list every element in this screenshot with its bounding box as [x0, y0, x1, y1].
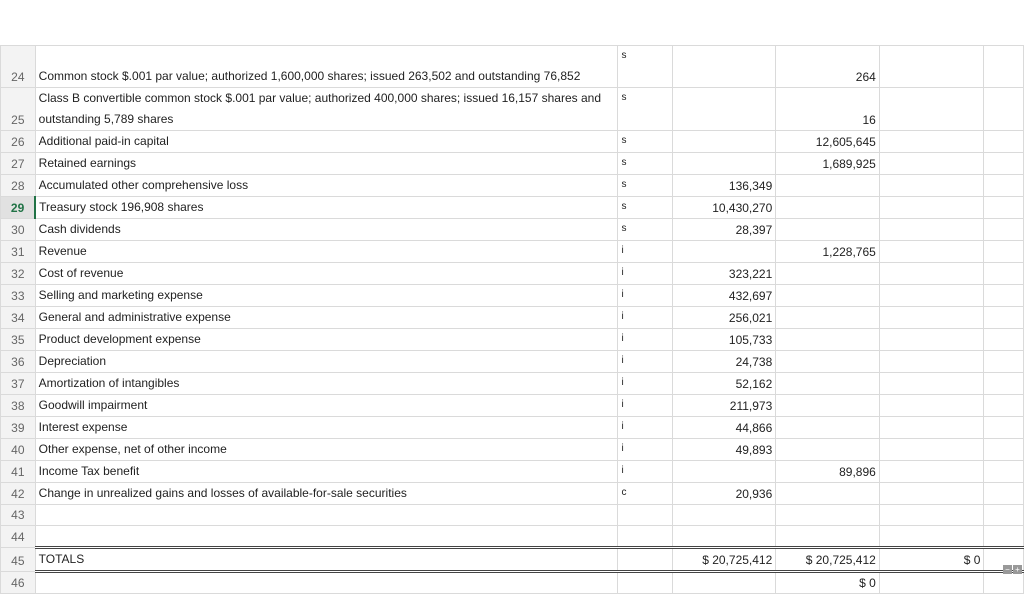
cell-credit[interactable]: [776, 351, 880, 373]
row-header[interactable]: 26: [1, 131, 36, 153]
cell-debit[interactable]: [672, 526, 776, 548]
cell-type[interactable]: [618, 572, 672, 594]
cell-credit[interactable]: 1,228,765: [776, 241, 880, 263]
cell-debit[interactable]: [672, 241, 776, 263]
cell-difference[interactable]: [879, 351, 984, 373]
cell-credit[interactable]: [776, 175, 880, 197]
cell-type[interactable]: i: [618, 351, 672, 373]
cell-difference[interactable]: [879, 572, 984, 594]
table-row: [1, 307, 1024, 329]
cell-credit[interactable]: 1,689,925: [776, 153, 880, 175]
cell-empty[interactable]: [984, 307, 1024, 329]
cell-type[interactable]: i: [618, 307, 672, 329]
row-header[interactable]: 46: [1, 572, 36, 594]
cell-empty[interactable]: [984, 373, 1024, 395]
cell-difference[interactable]: [879, 46, 984, 88]
cell-difference[interactable]: [879, 461, 984, 483]
row-header[interactable]: 27: [1, 153, 36, 175]
cell-debit[interactable]: 49,893: [672, 439, 776, 461]
cell-debit[interactable]: [672, 46, 776, 88]
zoom-controls: [1003, 565, 1022, 574]
cell-empty[interactable]: [984, 175, 1024, 197]
row-header[interactable]: 37: [1, 373, 36, 395]
cell-description[interactable]: Class B convertible common stock $.001 par value; authorized 400,000 shares; issued 16,157 shares and outstanding 5,789 shares: [35, 88, 618, 131]
cell-type[interactable]: i: [618, 285, 672, 307]
row-header[interactable]: 42: [1, 483, 36, 505]
cell-difference[interactable]: [879, 395, 984, 417]
cell-debit[interactable]: 256,021: [672, 307, 776, 329]
cell-difference[interactable]: [879, 88, 984, 131]
cell-empty[interactable]: [984, 88, 1024, 131]
table-row: [1, 505, 1024, 526]
row-header[interactable]: 29: [1, 197, 36, 219]
cell-description[interactable]: [35, 505, 618, 526]
cell-description[interactable]: Other expense, net of other income: [35, 439, 618, 461]
cell-difference[interactable]: [879, 219, 984, 241]
cell-description[interactable]: Selling and marketing expense: [35, 285, 618, 307]
table-row: [1, 46, 1024, 88]
cell-type[interactable]: s: [618, 175, 672, 197]
cell-debit[interactable]: 28,397: [672, 219, 776, 241]
zoom-in-button[interactable]: +: [1013, 565, 1022, 574]
cell-empty[interactable]: [984, 351, 1024, 373]
row-header[interactable]: 43: [1, 505, 36, 526]
row-header[interactable]: 24: [1, 46, 36, 88]
cell-difference[interactable]: [879, 439, 984, 461]
cell-type[interactable]: i: [618, 417, 672, 439]
cell-type[interactable]: s: [618, 219, 672, 241]
cell-empty[interactable]: [984, 417, 1024, 439]
cell-empty[interactable]: [984, 395, 1024, 417]
cell-description[interactable]: Goodwill impairment: [35, 395, 618, 417]
row-header[interactable]: 35: [1, 329, 36, 351]
table-row: [1, 439, 1024, 461]
cell-credit[interactable]: $ 20,725,412: [776, 548, 880, 572]
table-row: [1, 572, 1024, 594]
row-header[interactable]: 31: [1, 241, 36, 263]
cell-difference[interactable]: [879, 307, 984, 329]
cell-description[interactable]: Accumulated other comprehensive loss: [35, 175, 618, 197]
cell-debit[interactable]: 52,162: [672, 373, 776, 395]
cell-credit[interactable]: 264: [776, 46, 880, 88]
cell-difference[interactable]: [879, 153, 984, 175]
cell-difference[interactable]: $ 0: [879, 548, 984, 572]
cell-empty[interactable]: [984, 329, 1024, 351]
cell-debit[interactable]: 432,697: [672, 285, 776, 307]
table-row: [1, 483, 1024, 505]
cell-credit[interactable]: $ 0: [776, 572, 880, 594]
cell-description[interactable]: Retained earnings: [35, 153, 618, 175]
cell-debit[interactable]: 323,221: [672, 263, 776, 285]
table-row: [1, 131, 1024, 153]
cell-debit[interactable]: [672, 461, 776, 483]
cell-type[interactable]: s: [618, 153, 672, 175]
cell-difference[interactable]: [879, 263, 984, 285]
cell-debit[interactable]: $ 20,725,412: [672, 548, 776, 572]
cell-empty[interactable]: [984, 219, 1024, 241]
row-header[interactable]: 28: [1, 175, 36, 197]
cell-description[interactable]: Interest expense: [35, 417, 618, 439]
cell-type[interactable]: [618, 505, 672, 526]
cell-credit[interactable]: 89,896: [776, 461, 880, 483]
cell-credit[interactable]: [776, 285, 880, 307]
cell-type[interactable]: i: [618, 461, 672, 483]
row-header[interactable]: 44: [1, 526, 36, 548]
cell-difference[interactable]: [879, 483, 984, 505]
cell-type[interactable]: i: [618, 329, 672, 351]
cell-empty[interactable]: [984, 505, 1024, 526]
cell-credit[interactable]: [776, 219, 880, 241]
cell-credit[interactable]: [776, 329, 880, 351]
cell-description[interactable]: General and administrative expense: [35, 307, 618, 329]
table-row: [1, 526, 1024, 548]
cell-credit[interactable]: [776, 263, 880, 285]
table-row: [1, 153, 1024, 175]
cell-debit[interactable]: 44,866: [672, 417, 776, 439]
table-row: [1, 548, 1024, 572]
cell-credit[interactable]: [776, 373, 880, 395]
cell-description[interactable]: [35, 526, 618, 548]
row-header[interactable]: 34: [1, 307, 36, 329]
cell-credit[interactable]: [776, 505, 880, 526]
row-header[interactable]: 41: [1, 461, 36, 483]
cell-credit[interactable]: [776, 395, 880, 417]
cell-difference[interactable]: [879, 285, 984, 307]
cell-type[interactable]: i: [618, 373, 672, 395]
cell-empty[interactable]: [984, 483, 1024, 505]
row-header[interactable]: 33: [1, 285, 36, 307]
table-row: [1, 351, 1024, 373]
cell-type[interactable]: i: [618, 263, 672, 285]
table-row: [1, 197, 1024, 219]
table-row: [1, 263, 1024, 285]
cell-type[interactable]: i: [618, 395, 672, 417]
cell-credit[interactable]: [776, 483, 880, 505]
table-row: [1, 219, 1024, 241]
table-row: [1, 395, 1024, 417]
cell-description[interactable]: Change in unrealized gains and losses of available-for-sale securities: [35, 483, 618, 505]
table-row: [1, 461, 1024, 483]
cell-credit[interactable]: [776, 417, 880, 439]
cell-empty[interactable]: [984, 131, 1024, 153]
cell-debit[interactable]: 10,430,270: [672, 197, 776, 219]
cell-empty[interactable]: [984, 572, 1024, 594]
table-row: [1, 88, 1024, 131]
cell-description[interactable]: [35, 572, 618, 594]
cell-credit[interactable]: 16: [776, 88, 880, 131]
row-header[interactable]: 32: [1, 263, 36, 285]
cell-description[interactable]: Common stock $.001 par value; authorized 1,600,000 shares; issued 263,502 and outstanding 76,852: [35, 46, 618, 88]
cell-empty[interactable]: [984, 461, 1024, 483]
cell-debit[interactable]: [672, 153, 776, 175]
cell-credit[interactable]: [776, 526, 880, 548]
cell-empty[interactable]: [984, 263, 1024, 285]
cell-debit[interactable]: 136,349: [672, 175, 776, 197]
cell-type[interactable]: i: [618, 241, 672, 263]
cell-description[interactable]: Cash dividends: [35, 219, 618, 241]
cell-debit[interactable]: 211,973: [672, 395, 776, 417]
zoom-out-button[interactable]: −: [1003, 565, 1012, 574]
cell-description[interactable]: Product development expense: [35, 329, 618, 351]
spreadsheet-grid: [0, 45, 1024, 594]
cell-difference[interactable]: [879, 329, 984, 351]
cell-type[interactable]: s: [618, 131, 672, 153]
cell-description[interactable]: Amortization of intangibles: [35, 373, 618, 395]
row-header[interactable]: 45: [1, 548, 36, 572]
cell-type[interactable]: s: [618, 197, 672, 219]
cell-type[interactable]: [618, 548, 672, 572]
cell-description[interactable]: Revenue: [35, 241, 618, 263]
cell-debit[interactable]: [672, 505, 776, 526]
cell-credit[interactable]: 12,605,645: [776, 131, 880, 153]
cell-empty[interactable]: [984, 241, 1024, 263]
cell-type[interactable]: s: [618, 46, 672, 88]
cell-difference[interactable]: [879, 417, 984, 439]
cell-empty[interactable]: [984, 285, 1024, 307]
cell-difference[interactable]: [879, 241, 984, 263]
table-row: [1, 329, 1024, 351]
cell-type[interactable]: i: [618, 439, 672, 461]
cell-debit[interactable]: [672, 88, 776, 131]
cell-empty[interactable]: [984, 153, 1024, 175]
cell-difference[interactable]: [879, 175, 984, 197]
cell-credit[interactable]: [776, 197, 880, 219]
cell-description[interactable]: Income Tax benefit: [35, 461, 618, 483]
cell-credit[interactable]: [776, 307, 880, 329]
row-header[interactable]: 30: [1, 219, 36, 241]
cell-empty[interactable]: [984, 439, 1024, 461]
cell-type[interactable]: s: [618, 88, 672, 131]
cell-debit[interactable]: 105,733: [672, 329, 776, 351]
cell-debit[interactable]: 20,936: [672, 483, 776, 505]
row-header[interactable]: 25: [1, 88, 36, 131]
cell-description[interactable]: Depreciation: [35, 351, 618, 373]
table-row: [1, 285, 1024, 307]
cell-difference[interactable]: [879, 131, 984, 153]
cell-empty[interactable]: [984, 526, 1024, 548]
cell-debit[interactable]: [672, 131, 776, 153]
cell-description[interactable]: Cost of revenue: [35, 263, 618, 285]
row-header[interactable]: 36: [1, 351, 36, 373]
cell-debit[interactable]: 24,738: [672, 351, 776, 373]
table-row: [1, 373, 1024, 395]
cell-empty[interactable]: [984, 197, 1024, 219]
table-row: [1, 417, 1024, 439]
cell-description[interactable]: Additional paid-in capital: [35, 131, 618, 153]
row-header[interactable]: 39: [1, 417, 36, 439]
cell-difference[interactable]: [879, 373, 984, 395]
row-header[interactable]: 40: [1, 439, 36, 461]
cell-difference[interactable]: [879, 526, 984, 548]
cell-credit[interactable]: [776, 439, 880, 461]
cell-empty[interactable]: [984, 46, 1024, 88]
cell-difference[interactable]: [879, 197, 984, 219]
cell-difference[interactable]: [879, 505, 984, 526]
cell-type[interactable]: [618, 526, 672, 548]
table-row: [1, 241, 1024, 263]
cell-description[interactable]: TOTALS: [35, 548, 618, 572]
row-header[interactable]: 38: [1, 395, 36, 417]
cell-debit[interactable]: [672, 572, 776, 594]
cell-description[interactable]: Treasury stock 196,908 shares: [35, 197, 618, 219]
table-row: [1, 175, 1024, 197]
cell-type[interactable]: c: [618, 483, 672, 505]
